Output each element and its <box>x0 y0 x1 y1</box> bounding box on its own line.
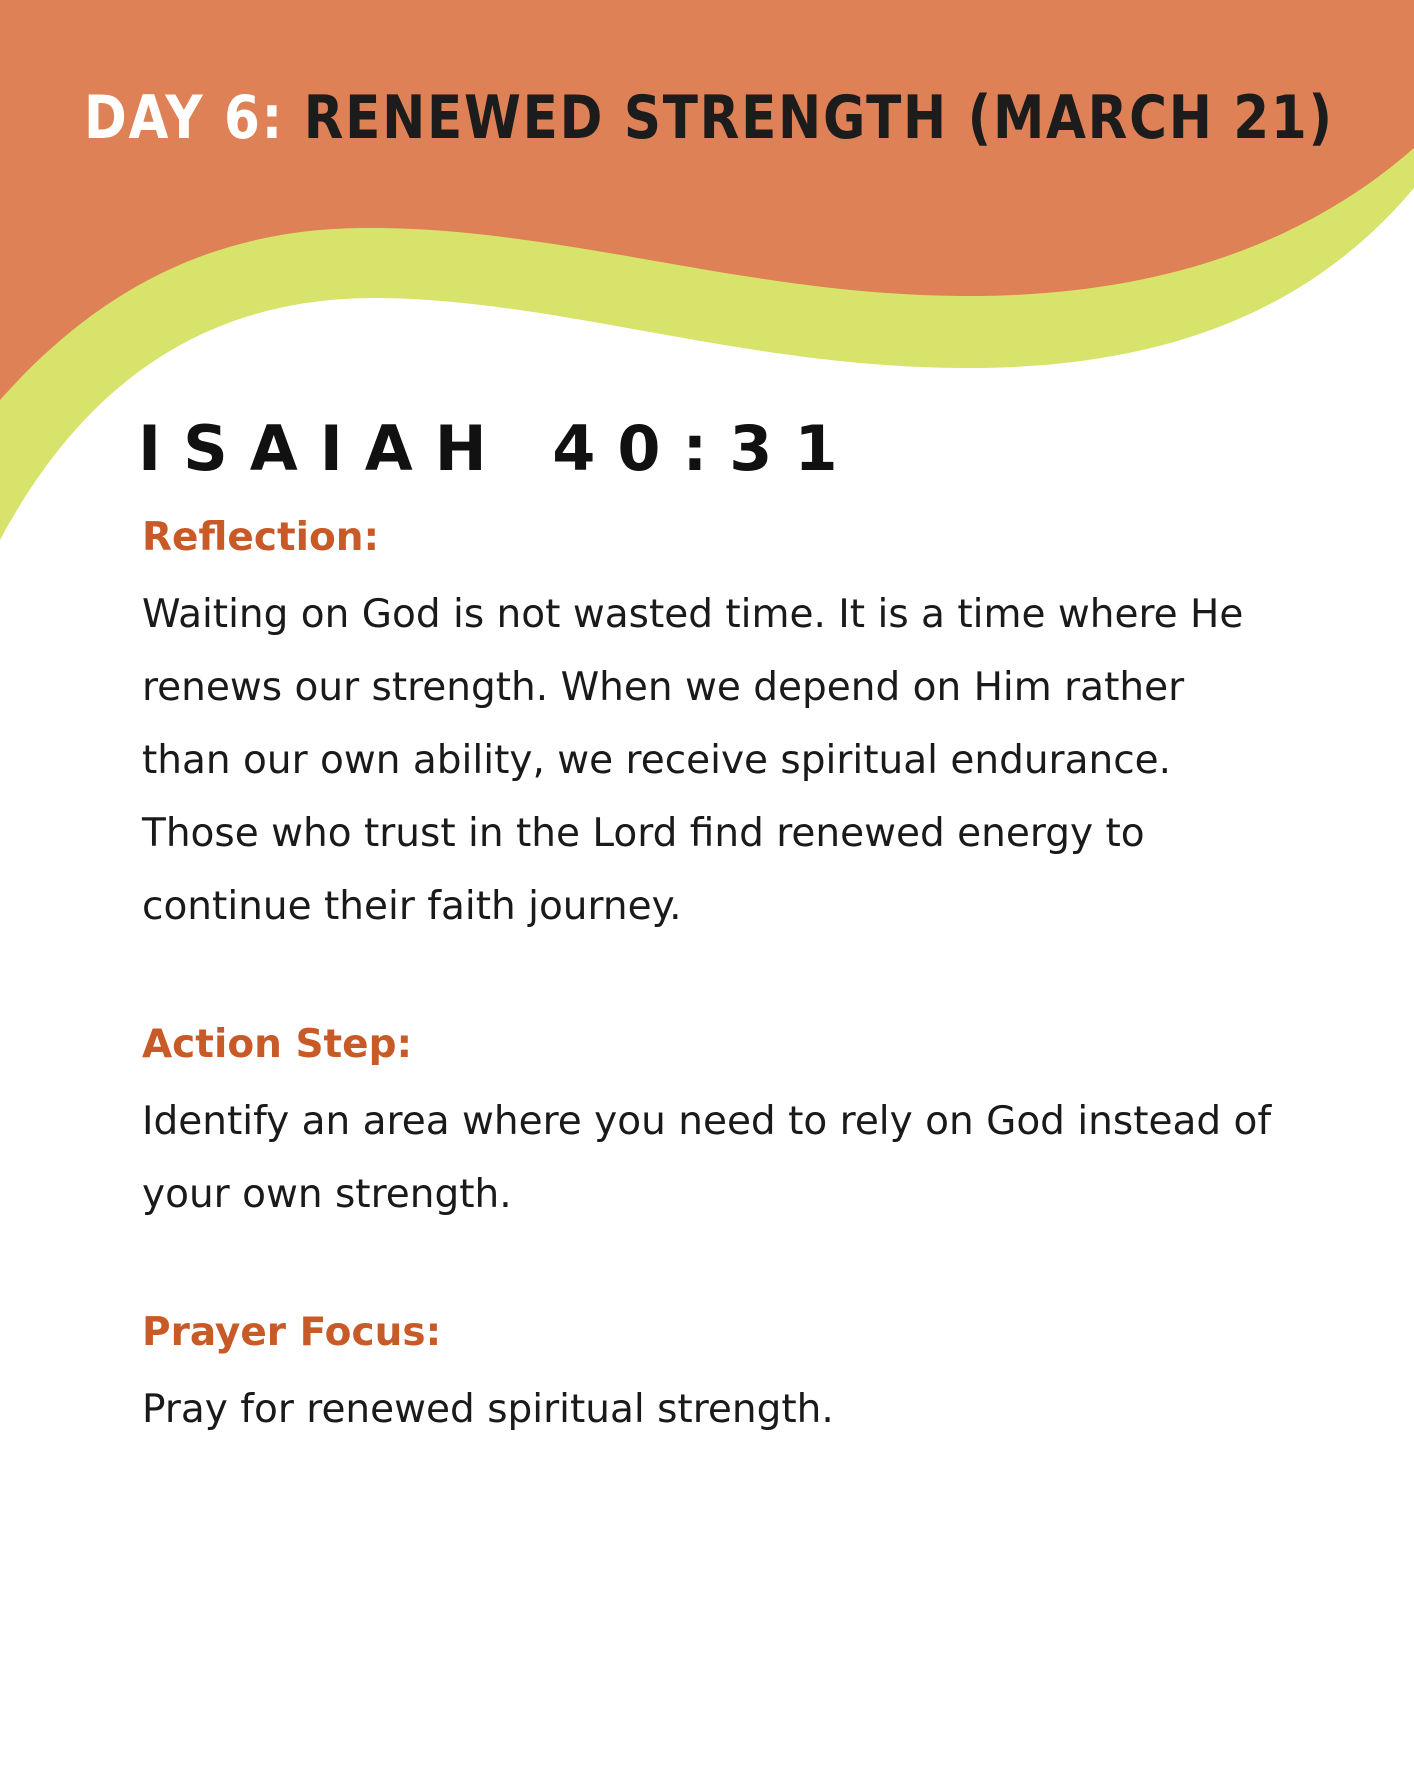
verse-reference: ISAIAH 40:31 <box>138 412 860 485</box>
prayer-focus-heading: Prayer Focus: <box>142 1310 442 1355</box>
prayer-focus-body: Pray for renewed spiritual strength. <box>142 1387 834 1432</box>
day-label: DAY 6: <box>84 83 285 153</box>
action-step-body: Identify an area where you need to rely on God instead of your own strength. <box>142 1099 1272 1217</box>
reflection-heading: Reflection: <box>142 515 380 560</box>
reflection-body: Waiting on God is not wasted time. It is a time where He renews our strength. When we depend on Him rather than our own ability, we receive spiritual endurance. Those who trust in the Lord find renewed energy to continue their faith journey. <box>142 592 1244 929</box>
page-title <box>84 83 1334 153</box>
day-title: RENEWED STRENGTH (MARCH 21) <box>303 83 1334 153</box>
action-step-heading: Action Step: <box>142 1022 413 1067</box>
devotional-content <box>142 512 1282 1446</box>
